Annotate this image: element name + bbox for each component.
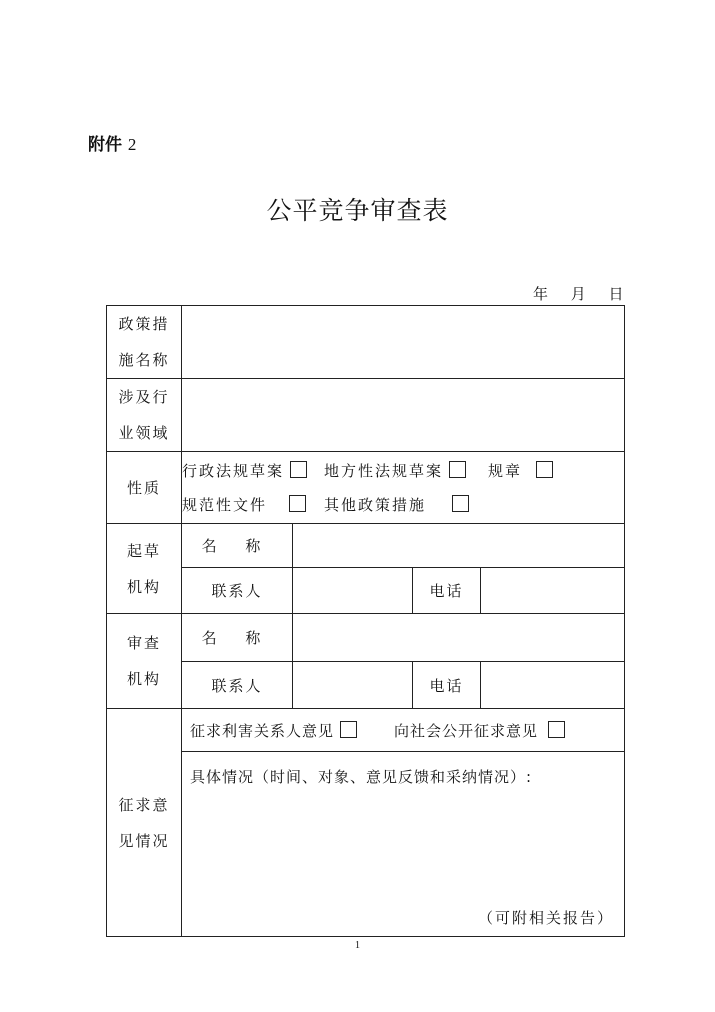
review-org-phone-label: 电话 [413, 662, 481, 709]
policy-name-label [107, 306, 182, 379]
review-org-label-line1: 审查 [126, 634, 161, 652]
drafting-org-label-line1: 起草 [126, 541, 161, 560]
nature-label: 性质 [107, 452, 182, 524]
checkbox-rules[interactable] [536, 461, 553, 478]
review-form-table [106, 305, 625, 937]
industry-label-line1: 涉及行 [118, 388, 170, 406]
checkbox-stakeholder-consultation[interactable] [340, 721, 357, 738]
industry-label-line2: 业领域 [118, 424, 170, 442]
checkbox-local-regulation-draft[interactable] [449, 461, 466, 478]
checkbox-other-policy[interactable] [452, 495, 469, 512]
policy-name-field[interactable] [182, 306, 625, 379]
nature-options [182, 452, 625, 524]
checkbox-normative-document[interactable] [289, 495, 306, 512]
drafting-org-phone-label: 电话 [413, 568, 481, 614]
option-admin-regulation-draft-label: 行政法规草案 [182, 461, 285, 480]
review-org-label-line2: 机构 [126, 670, 161, 688]
option-normative-document-label: 规范性文件 [182, 495, 268, 514]
option-rules-label: 规章 [488, 461, 523, 480]
drafting-org-contact-field[interactable] [293, 568, 413, 614]
option-normative-document[interactable] [182, 488, 324, 522]
industry-label [107, 379, 182, 452]
option-local-regulation-draft-label: 地方性法规草案 [324, 461, 444, 480]
industry-field[interactable] [182, 379, 625, 452]
row-industry [107, 379, 625, 452]
row-policy-name [107, 306, 625, 379]
drafting-org-contact-label: 联系人 [182, 568, 293, 614]
checkbox-admin-regulation-draft[interactable] [290, 461, 307, 478]
row-consultation-detail [107, 752, 625, 937]
attachment-label-text: 附件 [88, 135, 122, 155]
consultation-label-line2: 见情况 [118, 831, 170, 850]
option-public-consultation[interactable] [394, 720, 565, 741]
option-stakeholder-consultation-label: 征求利害关系人意见 [190, 721, 335, 740]
consultation-detail-prompt: 具体情况（时间、对象、意见反馈和采纳情况）: [190, 768, 533, 786]
consultation-options [182, 709, 625, 752]
review-org-label [107, 614, 182, 709]
row-review-org-contact [107, 662, 625, 709]
drafting-org-label-line2: 机构 [126, 577, 161, 596]
drafting-org-label [107, 524, 182, 614]
policy-name-label-line2: 施名称 [118, 351, 170, 369]
policy-name-label-line1: 政策措 [118, 315, 170, 333]
consultation-label-line1: 征求意 [118, 795, 170, 814]
checkbox-public-consultation[interactable] [548, 721, 565, 738]
drafting-org-name-field[interactable] [293, 524, 625, 568]
row-consultation-options [107, 709, 625, 752]
option-local-regulation-draft[interactable] [324, 454, 488, 488]
option-stakeholder-consultation[interactable] [190, 720, 394, 741]
attachment-note: （可附相关报告） [477, 909, 614, 927]
form-title: 公平竞争审查表 [266, 196, 449, 225]
row-review-org-name [107, 614, 625, 662]
page-number: 1 [355, 940, 360, 951]
attachment-label [88, 130, 136, 155]
review-org-contact-field[interactable] [293, 662, 413, 709]
date-line: 年 月 日 [533, 285, 624, 303]
attachment-number: 2 [127, 135, 137, 154]
consultation-detail-field[interactable] [182, 752, 625, 937]
option-admin-regulation-draft[interactable] [182, 454, 324, 488]
option-other-policy[interactable] [324, 488, 469, 522]
row-drafting-org-contact [107, 568, 625, 614]
row-nature [107, 452, 625, 524]
drafting-org-phone-field[interactable] [481, 568, 625, 614]
drafting-org-name-label: 名 称 [182, 524, 293, 568]
consultation-label [107, 709, 182, 937]
option-rules[interactable] [488, 454, 553, 488]
review-org-name-field[interactable] [293, 614, 625, 662]
option-public-consultation-label: 向社会公开征求意见 [394, 721, 539, 740]
review-org-name-label: 名 称 [182, 614, 293, 662]
review-org-phone-field[interactable] [481, 662, 625, 709]
review-org-contact-label: 联系人 [182, 662, 293, 709]
option-other-policy-label: 其他政策措施 [324, 495, 427, 514]
row-drafting-org-name [107, 524, 625, 568]
